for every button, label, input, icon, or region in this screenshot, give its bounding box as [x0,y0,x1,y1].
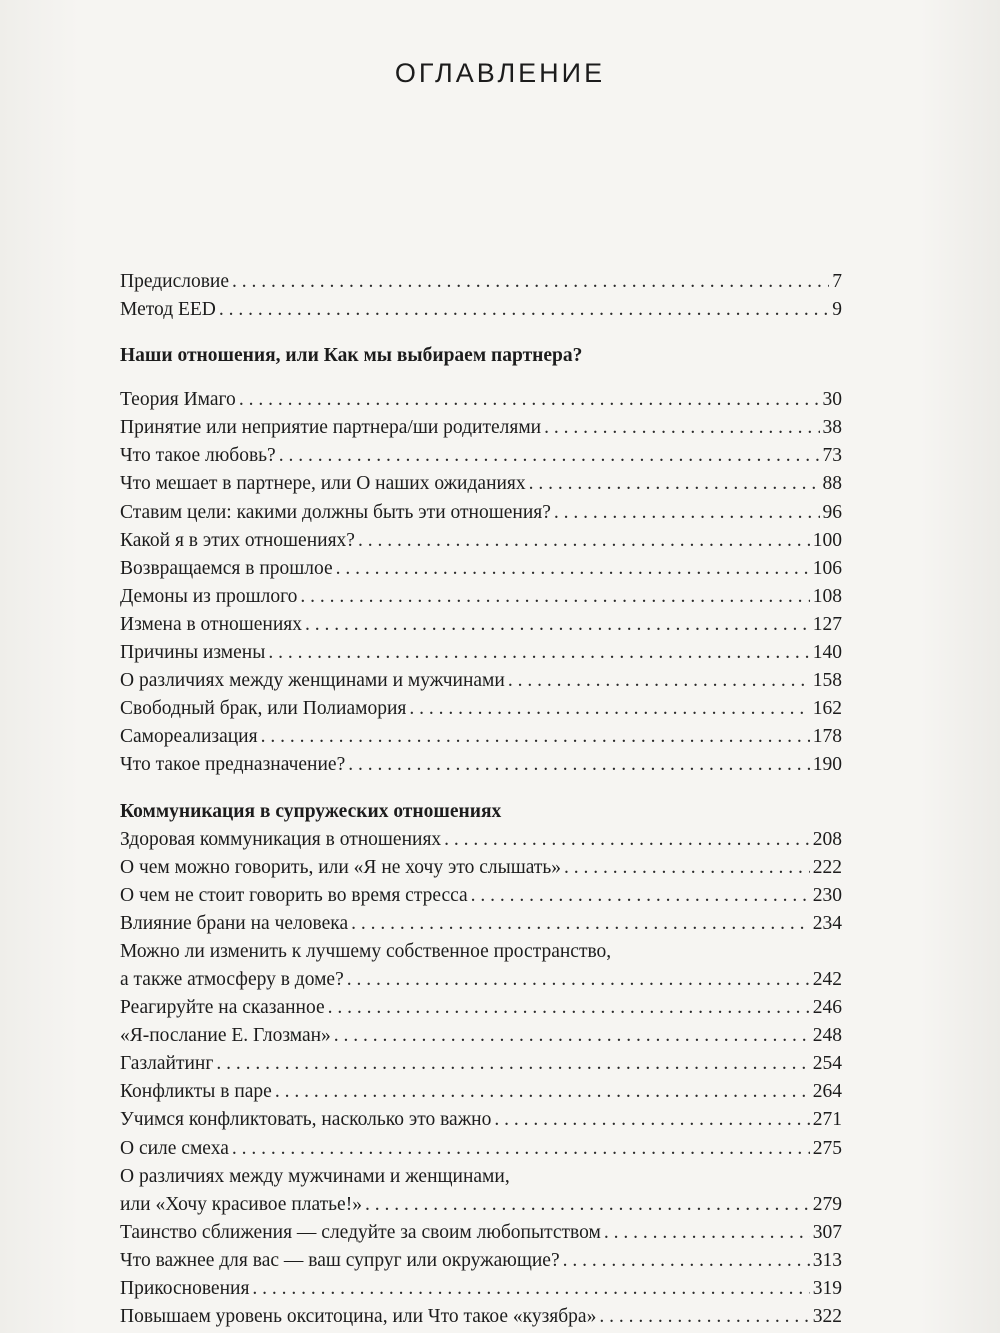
dot-leader [444,826,810,854]
entry-title: О чем не стоит говорить во время стресса [120,884,468,906]
entry-title: Что мешает в партнере, или О наших ожиданиях [120,473,526,495]
page-number: 322 [812,1306,842,1328]
dot-leader [239,386,820,414]
toc-entry [120,994,842,1022]
toc-entry [120,555,842,583]
page-number: 319 [812,1278,842,1299]
page-number: 230 [812,884,842,906]
dot-leader [604,1219,810,1247]
toc-entry [120,1219,842,1247]
page-number: 96 [822,501,842,523]
section-heading: Коммуникация в супружеских отношениях [120,800,502,822]
dot-leader [336,555,810,583]
toc-entry [120,611,842,639]
toc-entry [120,1022,842,1050]
dot-leader [261,723,810,751]
toc-intro [120,268,842,324]
toc-entry [120,414,842,442]
toc-entry [120,296,842,324]
toc-entry [120,1050,842,1078]
toc-entry [120,751,842,779]
toc-entry [120,1106,842,1134]
table-of-contents [120,268,842,1331]
entry-title: Метод EED [120,299,216,321]
toc-entry [120,268,842,296]
entry-title: Демоны из прошлого [120,585,298,607]
dot-leader [365,1191,810,1219]
entry-title: Причины измены [120,642,266,664]
page-number: 73 [822,445,842,467]
dot-leader [351,910,810,938]
dot-leader [554,499,820,527]
entry-title: Какой я в этих отношениях? [120,529,355,551]
page-number: 178 [812,726,842,748]
page-number: 106 [812,557,842,579]
entry-title: Теория Имаго [120,389,236,411]
page-number: 275 [812,1137,842,1159]
dot-leader [409,695,809,723]
page-number: 108 [812,585,842,607]
dot-leader [275,1078,810,1106]
dot-leader [328,994,810,1022]
page-number: 234 [812,912,842,934]
entry-title: Повышаем уровень окситоцина, или Что такое «кузябра» [120,1306,597,1328]
entry-title: Конфликты в паре [120,1081,272,1103]
toc-entry [120,527,842,555]
page-number: 127 [812,613,842,635]
entry-title: Учимся конфликтовать, насколько это важно [120,1109,492,1131]
toc-entry [120,583,842,611]
page-number: 100 [812,529,842,551]
entry-title: Таинство сближения — следуйте за своим любопытством [120,1221,601,1243]
toc-entry [120,1247,842,1275]
entry-title: О различиях между мужчинами и женщинами, [120,1165,510,1187]
toc-section-entries [120,826,842,1332]
dot-leader [268,639,809,667]
toc-entry [120,386,842,414]
page-number: 208 [812,828,842,850]
page-number: 242 [812,968,842,990]
dot-leader [216,1050,809,1078]
page-number: 162 [812,698,842,720]
toc-entry [120,442,842,470]
toc-entry [120,723,842,751]
entry-title: «Я-послание Е. Глозман» [120,1025,331,1047]
toc-entry [120,1078,842,1106]
toc-section-entries [120,386,842,779]
entry-title: Можно ли изменить к лучшему собственное пространство, [120,940,612,962]
entry-title: Возвращаемся в прошлое [120,557,333,579]
entry-title: Самореализация [120,726,258,748]
page-number: 264 [812,1081,842,1103]
dot-leader [599,1303,809,1331]
entry-title: Что важнее для вас — ваш супруг или окружающие? [120,1249,560,1271]
entry-title: Что такое предназначение? [120,754,346,776]
dot-leader [334,1022,810,1050]
dot-leader [494,1106,809,1134]
entry-title: Ставим цели: какими должны быть эти отношения? [120,501,551,523]
page-number: 248 [812,1025,842,1047]
page-number: 279 [812,1193,842,1215]
toc-entry [120,667,842,695]
dot-leader [347,966,810,994]
page-number: 158 [812,670,842,692]
entry-title: а также атмосферу в доме? [120,968,344,990]
dot-leader [564,854,810,882]
page-number: 271 [812,1109,842,1131]
entry-title: Измена в отношениях [120,613,303,635]
dot-leader [300,583,809,611]
toc-entry [120,854,842,882]
dot-leader [279,442,820,470]
entry-title: или «Хочу красивое платье!» [120,1193,362,1215]
dot-leader [252,1275,809,1303]
page-number: 190 [812,754,842,776]
entry-title: Свободный брак, или Полиамория [120,698,407,720]
page-number: 7 [832,271,842,292]
page-number: 313 [812,1249,842,1271]
dot-leader [232,1135,810,1163]
page-number: 307 [812,1221,842,1243]
page-title: ОГЛАВЛЕНИЕ [394,58,606,88]
toc-entry [120,966,842,994]
dot-leader [508,667,810,695]
toc-entry [120,882,842,910]
toc-entry [120,470,842,498]
toc-entry [120,1135,842,1163]
dot-leader [529,470,820,498]
entry-title: Газлайтинг [120,1053,214,1075]
toc-entry [120,1275,842,1303]
page-number: 30 [822,389,842,411]
entry-title: О различиях между женщинами и мужчинами [120,670,505,692]
section-heading: Наши отношения, или Как мы выбираем партнера? [120,345,583,367]
page-number: 140 [812,642,842,664]
entry-title: Здоровая коммуникация в отношениях [120,828,442,850]
page-number: 88 [822,473,842,495]
dot-leader [358,527,810,555]
dot-leader [305,611,810,639]
toc-entry [120,499,842,527]
page-number: 38 [822,417,842,439]
dot-leader [471,882,810,910]
toc-entry [120,910,842,938]
dot-leader [219,296,829,324]
entry-title: Что такое любовь? [120,445,276,467]
page-number: 222 [812,856,842,878]
dot-leader [563,1247,810,1275]
toc-entry [120,1191,842,1219]
page-number: 254 [812,1053,842,1075]
dot-leader [232,268,829,296]
toc-entry [120,1303,842,1331]
page-number: 246 [812,997,842,1019]
dot-leader [544,414,819,442]
entry-title: Реагируйте на сказанное [120,997,325,1019]
entry-title: Прикосновения [120,1278,250,1299]
dot-leader [348,751,810,779]
toc-entry [120,938,842,966]
entry-title: Влияние брани на человека [120,912,349,934]
entry-title: О чем можно говорить, или «Я не хочу это слышать» [120,856,562,878]
toc-entry [120,639,842,667]
page-number: 9 [832,299,842,321]
toc-entry [120,695,842,723]
entry-title: Принятие или неприятие партнера/ши родителями [120,417,542,439]
toc-entry [120,1163,842,1191]
toc-entry [120,826,842,854]
entry-title: О силе смеха [120,1137,229,1159]
entry-title: Предисловие [120,271,230,292]
